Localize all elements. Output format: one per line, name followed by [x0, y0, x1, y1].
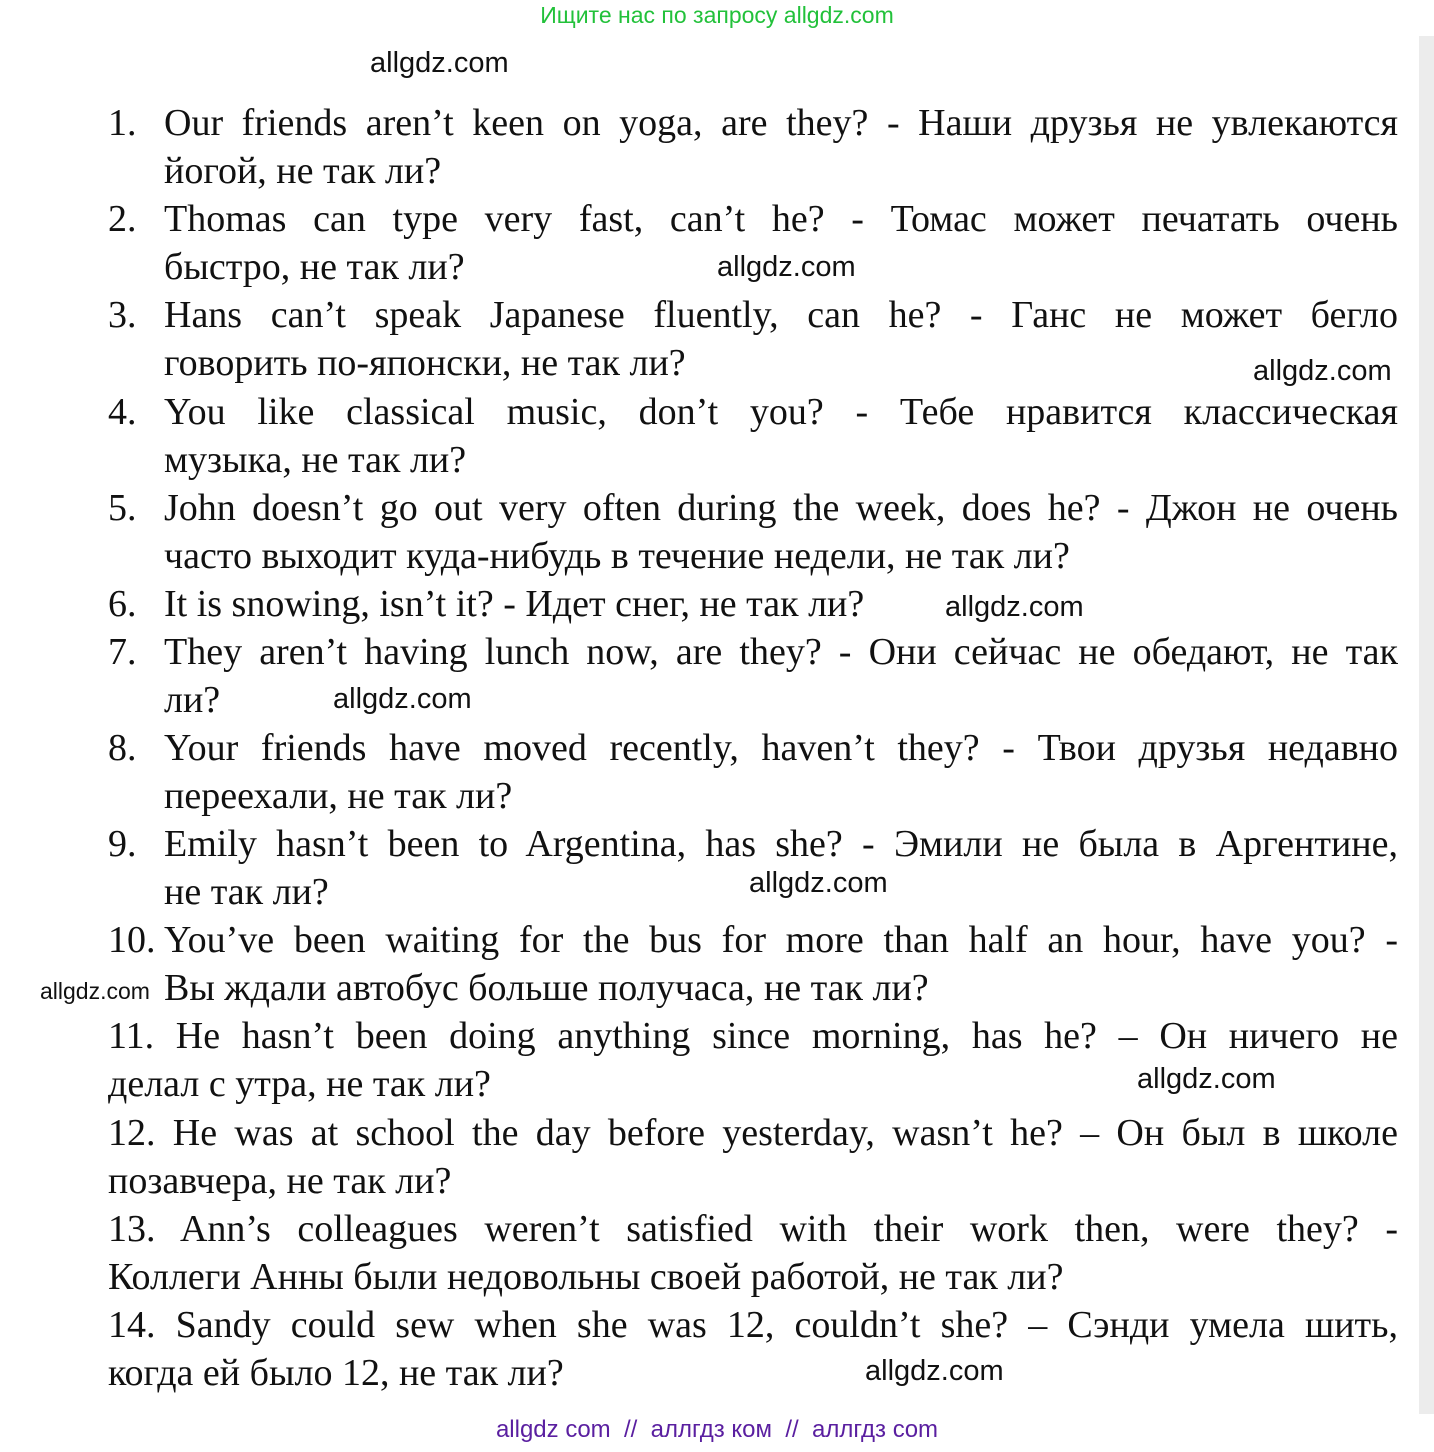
watermark: allgdz.com	[865, 1355, 1004, 1387]
watermark: allgdz.com	[370, 47, 509, 79]
item-line: переехали, не так ли?	[164, 775, 513, 817]
item-line: когда ей было 12, не так ли?	[108, 1352, 564, 1394]
item-line: Thomas can type very fast, can’t he? - Томас может печатать очень	[164, 198, 1398, 240]
page-edge-shadow	[1419, 36, 1434, 1414]
item-line: You like classical music, don’t you? - Тебе нравится классическая	[164, 391, 1398, 433]
list-item	[108, 291, 1398, 387]
item-line: говорить по-японски, не так ли?	[164, 342, 686, 384]
watermark: allgdz.com	[1137, 1063, 1276, 1095]
list-item	[108, 484, 1398, 580]
item-line: They aren’t having lunch now, are they? - Они сейчас не обедают, не так	[164, 631, 1398, 673]
list-item	[108, 195, 1398, 291]
bottom-banner	[0, 1416, 1434, 1444]
item-line: быстро, не так ли?	[164, 246, 465, 288]
item-line: делал с утра, не так ли?	[108, 1063, 491, 1105]
list-item	[108, 1109, 1398, 1205]
item-line: 14. Sandy could sew when she was 12, couldn’t she? – Сэнди умела шить,	[108, 1304, 1398, 1346]
item-line: Our friends aren’t keen on yoga, are they? - Наши друзья не увлекаются	[164, 102, 1398, 144]
item-line: Your friends have moved recently, haven’t they? - Твои друзья недавно	[164, 727, 1398, 769]
item-line: 12. He was at school the day before yesterday, wasn’t he? – Он был в школе	[108, 1112, 1398, 1154]
watermark: allgdz.com	[749, 867, 888, 899]
item-number: 5.	[108, 487, 137, 529]
watermark: allgdz.com	[40, 978, 150, 1004]
item-line: не так ли?	[164, 871, 329, 913]
item-line: Emily hasn’t been to Argentina, has she? - Эмили не была в Аргентине,	[164, 823, 1398, 865]
list-item	[108, 628, 1398, 724]
item-number: 4.	[108, 391, 137, 433]
item-line: 11. He hasn’t been doing anything since morning, has he? – Он ничего не	[108, 1015, 1398, 1057]
watermark: allgdz.com	[333, 683, 472, 715]
item-number: 9.	[108, 823, 137, 865]
item-line: ли?	[164, 679, 221, 721]
list-item	[108, 580, 1398, 628]
list-item	[108, 1301, 1398, 1397]
list-item	[108, 99, 1398, 195]
item-number: 3.	[108, 294, 137, 336]
list-item	[108, 1012, 1398, 1108]
watermark: allgdz.com	[717, 251, 856, 283]
item-number: 10.	[108, 919, 156, 961]
item-number: 1.	[108, 102, 137, 144]
bottom-banner-text: allgdz com // аллгдз ком // аллгдз com	[495, 1416, 939, 1443]
watermark: allgdz.com	[945, 591, 1084, 623]
list-item	[108, 724, 1398, 820]
item-line: It is snowing, isn’t it? - Идет снег, не так ли?	[164, 583, 865, 625]
item-line: музыка, не так ли?	[164, 439, 467, 481]
item-number: 6.	[108, 583, 137, 625]
watermark: allgdz.com	[1253, 355, 1392, 387]
item-line: You’ve been waiting for the bus for more than half an hour, have you? -	[164, 919, 1398, 961]
item-line: йогой, не так ли?	[164, 150, 442, 192]
list-item	[108, 916, 1398, 1012]
item-number: 7.	[108, 631, 137, 673]
list-item	[108, 388, 1398, 484]
item-line: часто выходит куда-нибудь в течение недели, не так ли?	[164, 535, 1070, 577]
item-number: 8.	[108, 727, 137, 769]
list-item	[108, 1205, 1398, 1301]
item-line: John doesn’t go out very often during the week, does he? - Джон не очень	[164, 487, 1398, 529]
item-number: 2.	[108, 198, 137, 240]
item-line: позавчера, не так ли?	[108, 1160, 452, 1202]
item-line: Hans can’t speak Japanese fluently, can he? - Ганс не может бегло	[164, 294, 1398, 336]
item-line: 13. Ann’s colleagues weren’t satisfied with their work then, were they? -	[108, 1208, 1398, 1250]
top-banner: Ищите нас по запросу allgdz.com	[540, 2, 894, 28]
item-line: Коллеги Анны были недовольны своей работой, не так ли?	[108, 1256, 1064, 1298]
item-line: Вы ждали автобус больше получаса, не так ли?	[164, 967, 929, 1009]
list-item	[108, 820, 1398, 916]
